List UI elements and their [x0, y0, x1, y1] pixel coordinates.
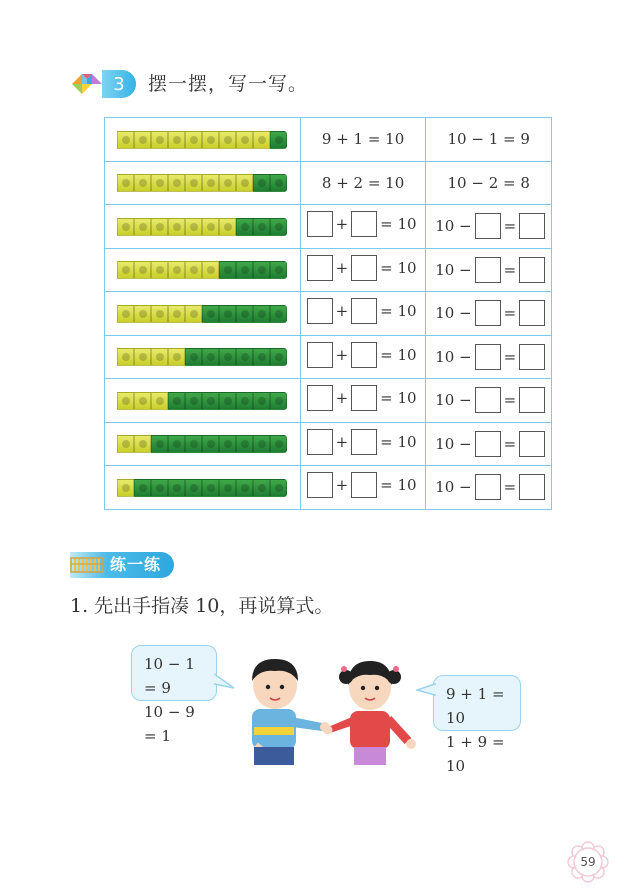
- plus-sign: +: [335, 432, 349, 451]
- table-row: [105, 466, 552, 510]
- yellow-cube: [117, 305, 134, 323]
- green-cube: [236, 392, 253, 410]
- answer-box[interactable]: [351, 255, 377, 281]
- yellow-cube: [202, 174, 219, 192]
- answer-box[interactable]: [519, 431, 545, 457]
- green-cube: [236, 305, 253, 323]
- green-cube: [151, 435, 168, 453]
- cube-bar: [117, 218, 287, 236]
- yellow-cube: [168, 305, 185, 323]
- green-cube: [134, 479, 151, 497]
- green-cube: [151, 479, 168, 497]
- table-row: [105, 379, 552, 423]
- green-cube: [202, 435, 219, 453]
- answer-box[interactable]: [519, 257, 545, 283]
- green-cube: [185, 348, 202, 366]
- answer-box[interactable]: [475, 257, 501, 283]
- answer-box[interactable]: [475, 387, 501, 413]
- cube-bar-cell: [105, 248, 301, 292]
- addition-equation: 8 + 2 = 10: [321, 173, 405, 192]
- subtraction-cell: [426, 161, 552, 205]
- equation-table: [104, 117, 552, 510]
- yellow-cube: [117, 131, 134, 149]
- addition-cell: [300, 422, 426, 466]
- yellow-cube: [151, 131, 168, 149]
- table-row: [105, 292, 552, 336]
- yellow-cube: [185, 261, 202, 279]
- green-cube: [219, 479, 236, 497]
- speech-bubble-left: [131, 645, 217, 745]
- answer-box[interactable]: [307, 385, 333, 411]
- equals-sign: =: [503, 391, 517, 410]
- yellow-cube: [134, 348, 151, 366]
- green-cube: [270, 479, 287, 497]
- answer-box[interactable]: [475, 431, 501, 457]
- green-cube: [219, 261, 236, 279]
- cube-bar-cell: [105, 292, 301, 336]
- equals-sign: =: [503, 217, 517, 236]
- green-cube: [253, 218, 270, 236]
- speech-bubble-right: [433, 675, 521, 775]
- equals-ten: = 10: [380, 476, 417, 495]
- green-cube: [219, 348, 236, 366]
- subtraction-cell: [426, 205, 552, 249]
- boy-figure: [252, 659, 330, 765]
- yellow-cube: [151, 218, 168, 236]
- green-cube: [236, 348, 253, 366]
- green-cube: [270, 392, 287, 410]
- answer-box[interactable]: [307, 429, 333, 455]
- bubble-right-line1: 9 + 1 = 10: [446, 685, 505, 727]
- green-cube: [253, 435, 270, 453]
- yellow-cube: [236, 174, 253, 192]
- answer-box[interactable]: [519, 387, 545, 413]
- addition-cell: [300, 248, 426, 292]
- answer-box[interactable]: [519, 344, 545, 370]
- yellow-cube: [134, 218, 151, 236]
- practice-label: 练一练: [110, 555, 162, 574]
- answer-box[interactable]: [475, 213, 501, 239]
- yellow-cube: [202, 131, 219, 149]
- section-title: 摆一摆，写一写。: [148, 73, 309, 95]
- cube-bar-cell: [105, 335, 301, 379]
- cube-bar-cell: [105, 466, 301, 510]
- green-cube: [202, 479, 219, 497]
- ten-minus: 10 −: [435, 347, 472, 366]
- bubble-right-line2: 1 + 9 = 10: [446, 733, 505, 775]
- yellow-cube: [219, 218, 236, 236]
- cube-bar: [117, 305, 287, 323]
- cube-bar: [117, 261, 287, 279]
- question-1: 1. 先出手指凑 10，再说算式。: [70, 595, 334, 617]
- answer-box[interactable]: [351, 472, 377, 498]
- green-cube: [202, 348, 219, 366]
- yellow-cube: [117, 174, 134, 192]
- plus-sign: +: [335, 258, 349, 277]
- section-number-badge: 3: [102, 70, 136, 98]
- cube-bar: [117, 435, 287, 453]
- yellow-cube: [117, 348, 134, 366]
- yellow-cube: [168, 348, 185, 366]
- subtraction-cell: [426, 292, 552, 336]
- equals-sign: =: [503, 478, 517, 497]
- yellow-cube: [151, 348, 168, 366]
- green-cube: [185, 479, 202, 497]
- children-illustration: [230, 655, 430, 765]
- plus-sign: +: [335, 302, 349, 321]
- equals-ten: = 10: [380, 389, 417, 408]
- green-cube: [270, 218, 287, 236]
- yellow-cube: [253, 131, 270, 149]
- yellow-cube: [117, 218, 134, 236]
- yellow-cube: [219, 174, 236, 192]
- subtraction-cell: [426, 248, 552, 292]
- page-number: 59: [580, 855, 596, 869]
- answer-box[interactable]: [519, 300, 545, 326]
- addition-cell: [300, 118, 426, 162]
- green-cube: [270, 435, 287, 453]
- green-cube: [270, 305, 287, 323]
- green-cube: [270, 174, 287, 192]
- yellow-cube: [117, 479, 134, 497]
- green-cube: [253, 392, 270, 410]
- cube-bar-cell: [105, 205, 301, 249]
- answer-box[interactable]: [351, 342, 377, 368]
- answer-box[interactable]: [519, 213, 545, 239]
- answer-box[interactable]: [307, 298, 333, 324]
- answer-box[interactable]: [475, 474, 501, 500]
- green-cube: [236, 218, 253, 236]
- green-cube: [270, 348, 287, 366]
- green-cube: [185, 435, 202, 453]
- equals-sign: =: [503, 260, 517, 279]
- green-cube: [202, 392, 219, 410]
- table-row: [105, 422, 552, 466]
- table-row: [105, 118, 552, 162]
- green-cube: [168, 479, 185, 497]
- addition-cell: [300, 466, 426, 510]
- bubble-left-line2: 10 − 9 = 1: [144, 703, 195, 745]
- yellow-cube: [185, 305, 202, 323]
- ten-minus: 10 −: [435, 304, 472, 323]
- ten-minus: 10 −: [435, 434, 472, 453]
- table-row: [105, 248, 552, 292]
- plus-sign: +: [335, 345, 349, 364]
- ten-minus: 10 −: [435, 260, 472, 279]
- subtraction-cell: [426, 466, 552, 510]
- answer-box[interactable]: [351, 429, 377, 455]
- cube-bar: [117, 131, 287, 149]
- subtraction-equation: 10 − 2 = 8: [447, 173, 530, 192]
- yellow-cube: [168, 131, 185, 149]
- green-cube: [219, 392, 236, 410]
- yellow-cube: [219, 131, 236, 149]
- yellow-cube: [117, 392, 134, 410]
- yellow-cube: [151, 174, 168, 192]
- cube-bar-cell: [105, 118, 301, 162]
- ten-minus: 10 −: [435, 217, 472, 236]
- subtraction-cell: [426, 118, 552, 162]
- yellow-cube: [134, 435, 151, 453]
- cube-bar: [117, 174, 287, 192]
- subtraction-cell: [426, 379, 552, 423]
- green-cube: [202, 305, 219, 323]
- green-cube: [219, 305, 236, 323]
- ten-minus: 10 −: [435, 478, 472, 497]
- cube-bar-cell: [105, 161, 301, 205]
- green-cube: [236, 261, 253, 279]
- table-row: [105, 205, 552, 249]
- green-cube: [270, 261, 287, 279]
- green-cube: [270, 131, 287, 149]
- yellow-cube: [117, 261, 134, 279]
- addition-cell: [300, 161, 426, 205]
- table-row: [105, 161, 552, 205]
- equals-ten: = 10: [380, 345, 417, 364]
- cube-bar: [117, 479, 287, 497]
- answer-box[interactable]: [351, 298, 377, 324]
- addition-cell: [300, 335, 426, 379]
- answer-box[interactable]: [475, 300, 501, 326]
- yellow-cube: [202, 261, 219, 279]
- answer-box[interactable]: [351, 211, 377, 237]
- yellow-cube: [168, 174, 185, 192]
- answer-box[interactable]: [307, 211, 333, 237]
- green-cube: [185, 392, 202, 410]
- yellow-cube: [151, 305, 168, 323]
- green-cube: [219, 435, 236, 453]
- tangram-icon: [70, 70, 104, 98]
- addition-cell: [300, 379, 426, 423]
- subtraction-cell: [426, 335, 552, 379]
- addition-equation: 9 + 1 = 10: [321, 130, 405, 149]
- green-cube: [253, 348, 270, 366]
- green-cube: [168, 435, 185, 453]
- yellow-cube: [134, 261, 151, 279]
- yellow-cube: [134, 305, 151, 323]
- abacus-icon: [70, 557, 104, 573]
- addition-cell: [300, 292, 426, 336]
- green-cube: [236, 479, 253, 497]
- answer-box[interactable]: [351, 385, 377, 411]
- cube-bar: [117, 348, 287, 366]
- yellow-cube: [134, 131, 151, 149]
- yellow-cube: [151, 392, 168, 410]
- girl-figure: [324, 661, 417, 765]
- green-cube: [168, 392, 185, 410]
- cube-bar-cell: [105, 379, 301, 423]
- answer-box[interactable]: [519, 474, 545, 500]
- answer-box[interactable]: [307, 472, 333, 498]
- plus-sign: +: [335, 476, 349, 495]
- equals-ten: = 10: [380, 258, 417, 277]
- cube-bar-cell: [105, 422, 301, 466]
- yellow-cube: [168, 218, 185, 236]
- equals-ten: = 10: [380, 215, 417, 234]
- green-cube: [236, 435, 253, 453]
- cube-bar: [117, 392, 287, 410]
- yellow-cube: [236, 131, 253, 149]
- yellow-cube: [117, 435, 134, 453]
- subtraction-cell: [426, 422, 552, 466]
- equals-sign: =: [503, 347, 517, 366]
- answer-box[interactable]: [307, 342, 333, 368]
- green-cube: [253, 479, 270, 497]
- yellow-cube: [202, 218, 219, 236]
- equals-sign: =: [503, 434, 517, 453]
- addition-cell: [300, 205, 426, 249]
- equals-sign: =: [503, 304, 517, 323]
- yellow-cube: [185, 218, 202, 236]
- green-cube: [253, 305, 270, 323]
- ten-minus: 10 −: [435, 391, 472, 410]
- equals-ten: = 10: [380, 432, 417, 451]
- equals-ten: = 10: [380, 302, 417, 321]
- table-row: [105, 335, 552, 379]
- answer-box[interactable]: [307, 255, 333, 281]
- answer-box[interactable]: [475, 344, 501, 370]
- yellow-cube: [185, 131, 202, 149]
- yellow-cube: [134, 392, 151, 410]
- yellow-cube: [134, 174, 151, 192]
- bubble-left-line1: 10 − 1 = 9: [144, 655, 195, 697]
- green-cube: [253, 261, 270, 279]
- yellow-cube: [151, 261, 168, 279]
- plus-sign: +: [335, 215, 349, 234]
- yellow-cube: [168, 261, 185, 279]
- subtraction-equation: 10 − 1 = 9: [447, 130, 530, 149]
- plus-sign: +: [335, 389, 349, 408]
- green-cube: [253, 174, 270, 192]
- yellow-cube: [185, 174, 202, 192]
